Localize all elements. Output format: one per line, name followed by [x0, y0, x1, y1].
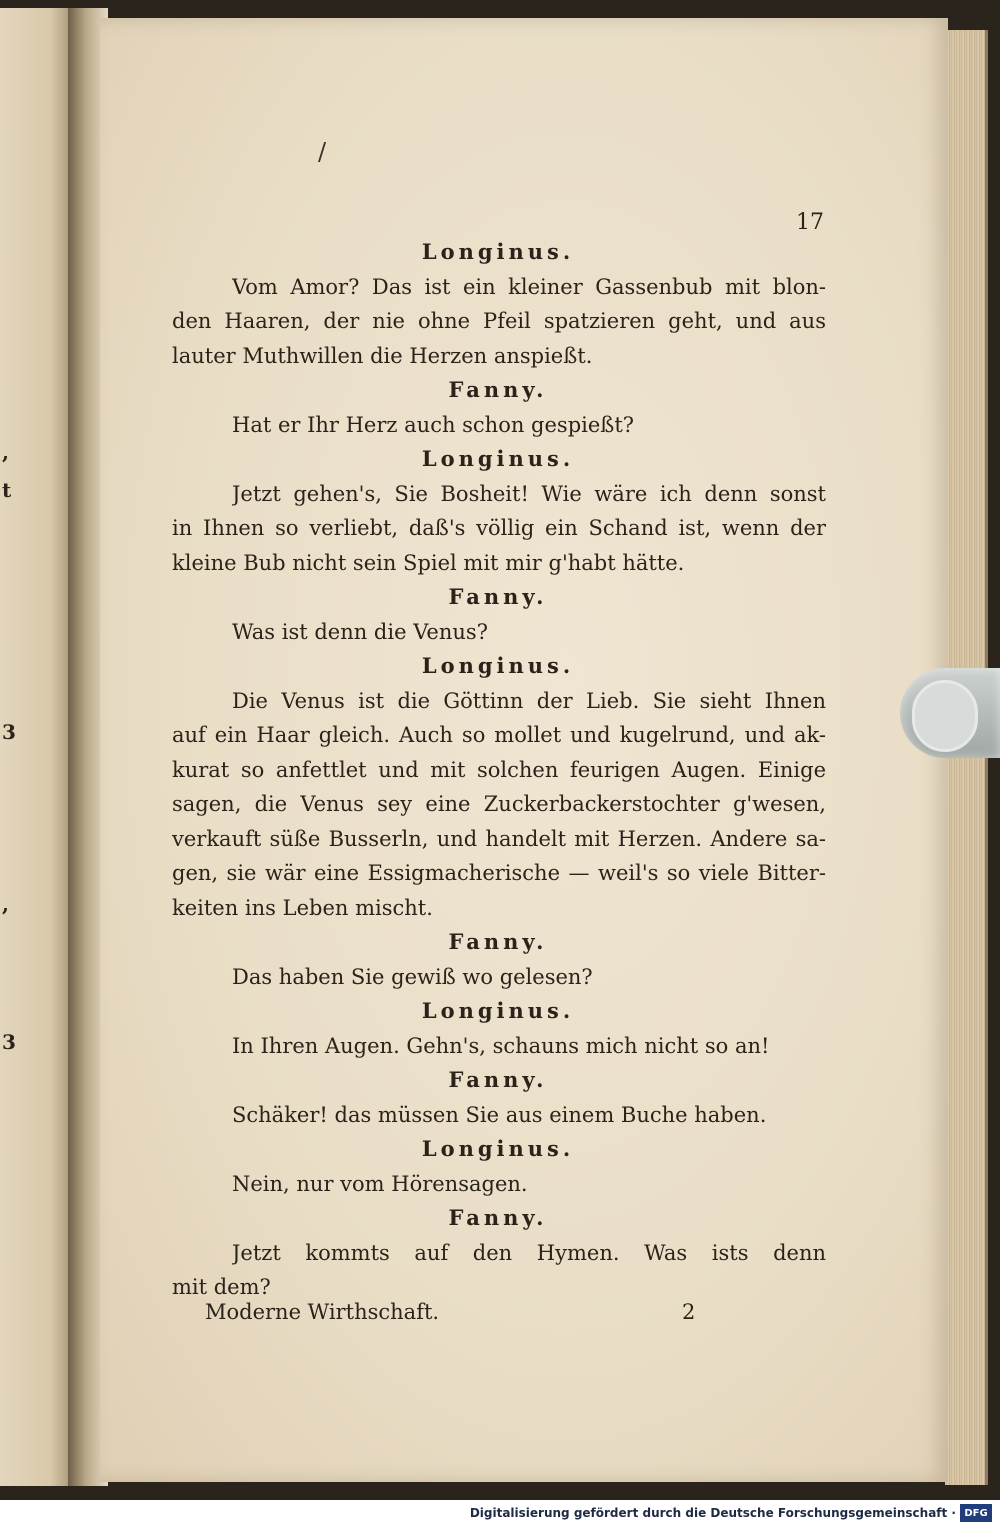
footer-credit: Digitalisierung gefördert durch die Deutsche Forschungsgemeinschaft · [469, 1506, 956, 1520]
speaker-name: Longinus. [421, 653, 575, 678]
signature-title: Moderne Wirthschaft. [205, 1300, 440, 1324]
text-line: Nein, nur vom Hörensagen. [232, 1171, 528, 1196]
text-line: kleine Bub nicht sein Spiel mit mir g'habt hätte. [172, 550, 685, 575]
margin-mark: 3 [2, 1030, 16, 1054]
text-line: Das haben Sie gewiß wo gelesen? [232, 964, 593, 989]
text-line: Vom Amor? Das ist ein kleiner Gassenbub mit blon- [232, 274, 826, 299]
margin-mark: , [2, 892, 9, 916]
text-line: Was ist denn die Venus? [232, 619, 488, 644]
text-line: in Ihnen so verliebt, daß's völlig ein Schand ist, wenn der [172, 516, 826, 540]
speaker-name: Longinus. [421, 998, 575, 1023]
text-line: In Ihren Augen. Gehn's, schauns mich nicht so an! [232, 1033, 770, 1058]
speaker-name: Fanny. [448, 1067, 548, 1092]
text-line: mit dem? [172, 1275, 271, 1299]
speaker-name: Longinus. [421, 239, 575, 264]
text-line: Jetzt gehen's, Sie Bosheit! Wie wäre ich denn sonst [232, 481, 826, 506]
speaker-name: Fanny. [448, 377, 548, 402]
speaker-name: Fanny. [448, 929, 548, 954]
speaker-name: Fanny. [448, 1205, 548, 1230]
ink-speck: / [318, 138, 327, 166]
text-line: keiten ins Leben mischt. [172, 895, 433, 920]
text-line: gen, sie wär eine Essigmacherische — weil's so viele Bitter- [172, 861, 826, 885]
text-line: kurat so anfettlet und mit solchen feurigen Augen. Einige [172, 757, 826, 782]
page-number: 17 [796, 210, 824, 235]
dfg-logo-icon: DFG [960, 1504, 992, 1522]
text-line: Die Venus ist die Göttinn der Lieb. Sie sieht Ihnen [232, 688, 826, 713]
text-line: lauter Muthwillen die Herzen anspießt. [172, 343, 593, 368]
margin-mark: t [2, 478, 12, 502]
text-line: Schäker! das müssen Sie aus einem Buche haben. [232, 1102, 767, 1127]
text-line: verkauft süße Busserln, und handelt mit Herzen. Andere sa- [172, 826, 826, 851]
margin-mark: , [2, 440, 9, 464]
footer-bar [0, 1500, 1000, 1526]
margin-mark: 3 [2, 720, 16, 744]
text-line: den Haaren, der nie ohne Pfeil spatzieren geht, und aus [172, 309, 826, 333]
text-line: Hat er Ihr Herz auch schon gespießt? [232, 412, 635, 437]
text-line: auf ein Haar gleich. Auch so mollet und kugelrund, und ak- [172, 723, 826, 747]
speaker-name: Fanny. [448, 584, 548, 609]
speaker-name: Longinus. [421, 446, 575, 471]
text-line: Jetzt kommts auf den Hymen. Was ists denn [232, 1240, 826, 1265]
signature-number: 2 [682, 1300, 696, 1324]
text-line: sagen, die Venus sey eine Zuckerbackerstochter g'wesen, [172, 792, 826, 816]
speaker-name: Longinus. [421, 1136, 575, 1161]
